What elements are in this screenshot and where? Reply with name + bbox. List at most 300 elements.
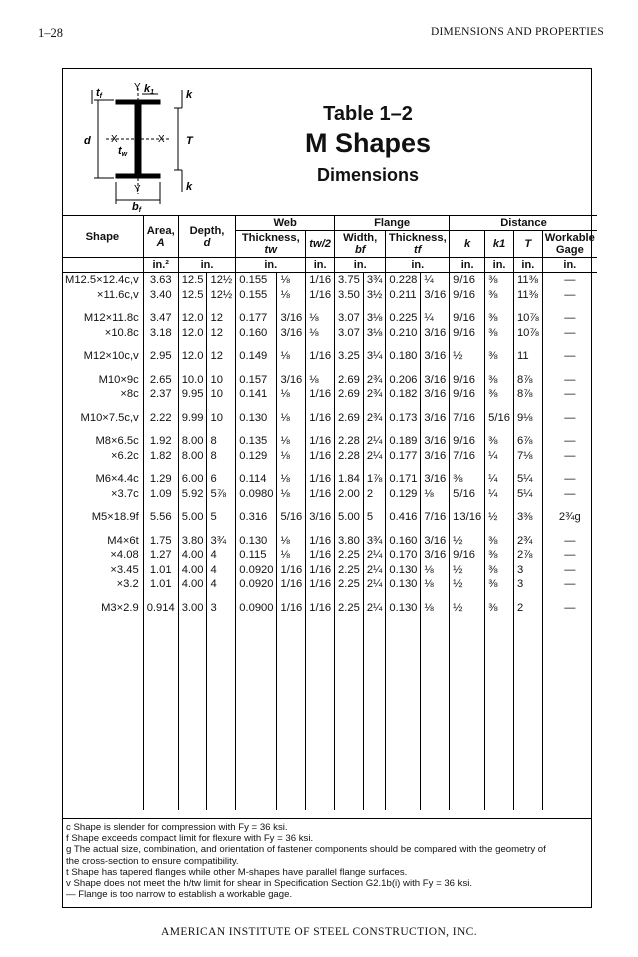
cell-flange-thickness-decimal: 0.129	[386, 487, 421, 502]
cell-shape: M12×11.8c	[62, 311, 143, 326]
spacer-cell	[335, 302, 364, 311]
cell-area: 2.95	[143, 349, 178, 364]
cell-k: 9/16	[450, 326, 485, 341]
spacer-cell	[513, 525, 542, 534]
unit-k: in.	[450, 258, 485, 273]
cell-area: 1.29	[143, 472, 178, 487]
cell-web-thickness-fraction: ⅛	[277, 487, 306, 502]
cell-shape: ×6.2c	[62, 449, 143, 464]
row-spacer	[62, 463, 597, 472]
filler-cell	[485, 615, 514, 810]
spacer-cell	[143, 402, 178, 411]
cell-flange-thickness-decimal: 0.170	[386, 548, 421, 563]
spacer-cell	[277, 501, 306, 510]
cell-k: 9/16	[450, 548, 485, 563]
tf-label: tf	[96, 87, 103, 100]
spacer-cell	[277, 302, 306, 311]
cell-k: ⅜	[450, 472, 485, 487]
cell-k1: ⅜	[485, 311, 514, 326]
spacer-cell	[143, 302, 178, 311]
cell-web-thickness-decimal: 0.0900	[236, 601, 277, 616]
col-k1: k1	[485, 231, 514, 258]
cell-depth-decimal: 3.80	[178, 534, 207, 549]
cell-flange-width-fraction: 2¾	[363, 411, 386, 426]
cell-shape: M8×6.5c	[62, 434, 143, 449]
footnote-c: c Shape is slender for compression with Fy = 36 ksi.	[66, 822, 288, 833]
cell-area: 1.82	[143, 449, 178, 464]
footnote-g-cont: the cross-section to ensure compatibility.	[66, 855, 239, 867]
cell-shape: ×10.8c	[62, 326, 143, 341]
col-flange-width: Width, bf	[335, 231, 386, 258]
cell-k: 9/16	[450, 288, 485, 303]
spacer-cell	[386, 463, 421, 472]
spacer-cell	[335, 592, 364, 601]
cell-shape: M10×9c	[62, 373, 143, 388]
spacer-cell	[421, 402, 450, 411]
spacer-cell	[386, 425, 421, 434]
cell-workable-gage: —	[564, 326, 576, 339]
footnotes	[66, 822, 586, 900]
cell-flange-width-decimal: 3.75	[335, 273, 364, 288]
spacer-cell	[236, 340, 277, 349]
cell-flange-width-fraction: 2¼	[363, 563, 386, 578]
col-group-web: Web	[236, 216, 335, 231]
table-row	[62, 387, 597, 402]
cell-depth-decimal: 9.95	[178, 387, 207, 402]
cell-depth-decimal: 8.00	[178, 434, 207, 449]
cell-flange-thickness-decimal: 0.211	[386, 288, 421, 303]
spacer-cell	[485, 525, 514, 534]
cell-t: 3	[513, 577, 542, 592]
x-axis-right-label: X	[158, 134, 165, 145]
cell-workable-gage: —	[564, 549, 576, 561]
cell-web-half-thickness: 1/16	[306, 472, 335, 487]
cell-workable-gage: —	[564, 288, 576, 301]
cell-k: 5/16	[450, 487, 485, 502]
cell-k: ½	[450, 563, 485, 578]
cell-area: 3.47	[143, 311, 178, 326]
spacer-cell	[143, 463, 178, 472]
spacer-cell	[513, 302, 542, 311]
cell-shape: ×3.7c	[62, 487, 143, 502]
spacer-cell	[450, 525, 485, 534]
filler-cell	[178, 615, 207, 810]
spacer-cell	[143, 425, 178, 434]
cell-flange-width-decimal: 2.00	[335, 487, 364, 502]
spacer-cell	[207, 402, 236, 411]
spacer-cell	[207, 501, 236, 510]
cell-web-thickness-decimal: 0.177	[236, 311, 277, 326]
cell-k1: ¼	[485, 472, 514, 487]
cell-flange-width-decimal: 3.25	[335, 349, 364, 364]
cell-k1: ⅜	[485, 326, 514, 341]
footnote-dash: — Flange is too narrow to establish a workable gage.	[66, 889, 293, 901]
cell-flange-width-decimal: 5.00	[335, 510, 364, 525]
spacer-cell	[542, 592, 597, 601]
cell-web-thickness-decimal: 0.155	[236, 288, 277, 303]
k1-label: k1	[144, 83, 155, 96]
title-block	[218, 95, 518, 186]
spacer-cell	[485, 463, 514, 472]
cell-flange-width-fraction: 3¼	[363, 349, 386, 364]
cell-flange-width-fraction: 2¼	[363, 577, 386, 592]
cell-shape: ×3.45	[62, 563, 143, 578]
cell-shape: ×4.08	[62, 548, 143, 563]
spacer-cell	[277, 364, 306, 373]
spacer-cell	[450, 425, 485, 434]
spacer-cell	[421, 463, 450, 472]
spacer-cell	[386, 340, 421, 349]
cell-k1: ⅜	[485, 548, 514, 563]
cell-area: 1.27	[143, 548, 178, 563]
spacer-cell	[363, 340, 386, 349]
spacer-cell	[306, 592, 335, 601]
spacer-cell	[386, 525, 421, 534]
cell-depth-fraction: 12	[207, 349, 236, 364]
spacer-cell	[207, 425, 236, 434]
cell-flange-width-decimal: 3.07	[335, 326, 364, 341]
filler-cell	[386, 615, 421, 810]
cell-workable-gage: —	[564, 312, 576, 324]
spacer-cell	[386, 302, 421, 311]
cell-flange-thickness-fraction: 3/16	[421, 411, 450, 426]
m-shape-cross-section-diagram	[78, 82, 218, 212]
cell-web-thickness-decimal: 0.0920	[236, 577, 277, 592]
cell-depth-fraction: 12½	[207, 273, 236, 288]
spacer-cell	[335, 340, 364, 349]
cell-workable-gage: —	[564, 449, 576, 462]
spacer-cell	[363, 525, 386, 534]
row-spacer	[62, 302, 597, 311]
cell-flange-thickness-fraction: 3/16	[421, 434, 450, 449]
spacer-cell	[335, 364, 364, 373]
cell-flange-thickness-fraction: 7/16	[421, 510, 450, 525]
spacer-cell	[306, 525, 335, 534]
cell-flange-thickness-decimal: 0.189	[386, 434, 421, 449]
col-group-flange: Flange	[335, 216, 450, 231]
cell-t: 2	[513, 601, 542, 616]
cell-k1: 5/16	[485, 411, 514, 426]
cell-depth-decimal: 4.00	[178, 548, 207, 563]
spacer-cell	[335, 402, 364, 411]
cell-flange-thickness-fraction: ⅛	[421, 577, 450, 592]
spacer-cell	[236, 402, 277, 411]
spacer-cell	[277, 402, 306, 411]
cell-t: 7⅛	[513, 449, 542, 464]
spacer-cell	[306, 463, 335, 472]
cell-flange-width-decimal: 3.50	[335, 288, 364, 303]
cell-shape: M12.5×12.4c,v	[62, 273, 143, 288]
spacer-cell	[62, 463, 143, 472]
cell-web-thickness-fraction: 3/16	[277, 311, 306, 326]
cell-flange-width-decimal: 2.25	[335, 601, 364, 616]
cell-k: 9/16	[450, 273, 485, 288]
spacer-cell	[306, 402, 335, 411]
cell-flange-thickness-decimal: 0.160	[386, 534, 421, 549]
cell-web-half-thickness: 1/16	[306, 601, 335, 616]
spacer-cell	[62, 501, 143, 510]
cell-k: 9/16	[450, 387, 485, 402]
cell-t: 8⅞	[513, 387, 542, 402]
cell-flange-thickness-decimal: 0.130	[386, 563, 421, 578]
cell-k1: ⅜	[485, 387, 514, 402]
col-k: k	[450, 231, 485, 258]
spacer-cell	[485, 302, 514, 311]
table-row	[62, 577, 597, 592]
cell-workable-gage: —	[564, 563, 576, 576]
filler-cell	[363, 615, 386, 810]
cell-flange-thickness-decimal: 0.180	[386, 349, 421, 364]
cell-k: 9/16	[450, 434, 485, 449]
cell-depth-fraction: 10	[207, 373, 236, 388]
cell-k1: ⅜	[485, 434, 514, 449]
m-shape-figure	[78, 82, 218, 212]
spacer-cell	[485, 402, 514, 411]
spacer-cell	[421, 501, 450, 510]
spacer-cell	[62, 592, 143, 601]
footnote-v: v Shape does not meet the h/tw limit for shear in Specification Section G2.1b(i) with Fy = 36 ksi.	[66, 878, 473, 890]
table-row	[62, 472, 597, 487]
spacer-cell	[178, 364, 207, 373]
row-spacer	[62, 501, 597, 510]
cell-web-half-thickness: 1/16	[306, 273, 335, 288]
spacer-cell	[542, 402, 597, 411]
spacer-cell	[62, 364, 143, 373]
cell-depth-fraction: 3	[207, 601, 236, 616]
cell-web-half-thickness: 1/16	[306, 548, 335, 563]
spacer-cell	[277, 425, 306, 434]
cell-web-half-thickness: 1/16	[306, 387, 335, 402]
table-number: Table 1–2	[323, 103, 413, 125]
cell-flange-thickness-decimal: 0.177	[386, 449, 421, 464]
cell-depth-decimal: 12.5	[178, 273, 207, 288]
cell-t: 5¼	[513, 487, 542, 502]
cell-flange-width-fraction: 2	[363, 487, 386, 502]
spacer-cell	[542, 302, 597, 311]
cell-t: 10⅞	[513, 326, 542, 341]
spacer-cell	[450, 592, 485, 601]
spacer-cell	[335, 463, 364, 472]
cell-web-thickness-fraction: 1/16	[277, 601, 306, 616]
cell-depth-fraction: 4	[207, 548, 236, 563]
spacer-cell	[236, 501, 277, 510]
spacer-cell	[485, 501, 514, 510]
spacer-cell	[178, 592, 207, 601]
spacer-cell	[542, 463, 597, 472]
spacer-cell	[363, 364, 386, 373]
cell-web-half-thickness: 1/16	[306, 349, 335, 364]
table-row	[62, 434, 597, 449]
spacer-cell	[62, 402, 143, 411]
unit-web-half: in.	[306, 258, 335, 273]
filler-cell	[306, 615, 335, 810]
spacer-cell	[450, 402, 485, 411]
spacer-cell	[277, 592, 306, 601]
col-web-thickness: Thickness, tw	[236, 231, 306, 258]
cell-flange-thickness-fraction: 3/16	[421, 288, 450, 303]
row-spacer	[62, 364, 597, 373]
cell-depth-fraction: 8	[207, 434, 236, 449]
cell-flange-width-fraction: 3⅛	[363, 311, 386, 326]
m-shapes-table	[62, 215, 597, 810]
spacer-cell	[335, 425, 364, 434]
cell-area: 3.40	[143, 288, 178, 303]
spacer-cell	[485, 364, 514, 373]
row-spacer	[62, 425, 597, 434]
cell-workable-gage: —	[564, 435, 576, 447]
k-bottom-label: k	[186, 181, 193, 193]
spacer-cell	[178, 302, 207, 311]
cell-depth-decimal: 12.0	[178, 326, 207, 341]
spacer-cell	[363, 302, 386, 311]
spacer-cell	[178, 425, 207, 434]
cell-flange-thickness-fraction: 3/16	[421, 373, 450, 388]
cell-k: 9/16	[450, 373, 485, 388]
cell-depth-fraction: 4	[207, 563, 236, 578]
unit-k1: in.	[485, 258, 514, 273]
spacer-cell	[143, 501, 178, 510]
cell-depth-fraction: 8	[207, 449, 236, 464]
cell-web-half-thickness: ⅛	[306, 311, 335, 326]
spacer-cell	[386, 501, 421, 510]
spacer-cell	[386, 592, 421, 601]
cell-area: 5.56	[143, 510, 178, 525]
spacer-cell	[485, 340, 514, 349]
cell-k1: ⅜	[485, 563, 514, 578]
cell-web-thickness-fraction: ⅛	[277, 548, 306, 563]
cell-depth-decimal: 4.00	[178, 563, 207, 578]
cell-flange-thickness-decimal: 0.130	[386, 601, 421, 616]
spacer-cell	[143, 525, 178, 534]
cell-t: 3⅜	[513, 510, 542, 525]
col-shape: Shape	[62, 216, 143, 258]
cell-t: 9⅛	[513, 411, 542, 426]
cell-depth-decimal: 10.0	[178, 373, 207, 388]
cell-flange-width-decimal: 2.25	[335, 548, 364, 563]
cell-flange-width-fraction: 2¼	[363, 434, 386, 449]
cell-workable-gage: —	[564, 578, 576, 590]
cell-workable-gage: —	[564, 601, 576, 614]
cell-flange-thickness-decimal: 0.416	[386, 510, 421, 525]
row-spacer	[62, 340, 597, 349]
filler-cell	[143, 615, 178, 810]
cell-depth-decimal: 9.99	[178, 411, 207, 426]
cell-web-thickness-decimal: 0.115	[236, 548, 277, 563]
cell-k1: ⅜	[485, 577, 514, 592]
table-row	[62, 510, 597, 525]
cell-workable-gage: —	[564, 411, 576, 424]
spacer-cell	[485, 425, 514, 434]
tw-label: tw	[118, 145, 128, 158]
spacer-cell	[363, 463, 386, 472]
spacer-cell	[306, 340, 335, 349]
cell-flange-thickness-fraction: ⅛	[421, 487, 450, 502]
cell-shape: M10×7.5c,v	[62, 411, 143, 426]
cell-web-half-thickness: ⅛	[306, 326, 335, 341]
cell-flange-width-decimal: 2.25	[335, 577, 364, 592]
spacer-cell	[207, 364, 236, 373]
col-group-distance: Distance	[450, 216, 597, 231]
table-row	[62, 563, 597, 578]
cell-web-thickness-fraction: ⅛	[277, 349, 306, 364]
row-filler	[62, 615, 597, 810]
row-spacer	[62, 402, 597, 411]
cell-web-half-thickness: 1/16	[306, 534, 335, 549]
cell-k1: ⅜	[485, 601, 514, 616]
cell-flange-thickness-fraction: ⅛	[421, 563, 450, 578]
cell-depth-decimal: 6.00	[178, 472, 207, 487]
spacer-cell	[236, 463, 277, 472]
table-row	[62, 534, 597, 549]
cell-flange-thickness-decimal: 0.210	[386, 326, 421, 341]
cell-flange-width-decimal: 2.28	[335, 449, 364, 464]
cell-flange-thickness-fraction: 3/16	[421, 387, 450, 402]
filler-cell	[542, 615, 597, 810]
spacer-cell	[143, 592, 178, 601]
cell-web-thickness-fraction: ⅛	[277, 387, 306, 402]
cell-k: 13/16	[450, 510, 485, 525]
cell-area: 1.75	[143, 534, 178, 549]
spacer-cell	[178, 463, 207, 472]
cell-depth-decimal: 12.0	[178, 349, 207, 364]
cell-flange-width-decimal: 3.80	[335, 534, 364, 549]
spacer-cell	[62, 425, 143, 434]
cell-k: 9/16	[450, 311, 485, 326]
cell-web-half-thickness: 1/16	[306, 288, 335, 303]
spacer-cell	[513, 463, 542, 472]
spacer-cell	[277, 340, 306, 349]
spacer-cell	[335, 525, 364, 534]
footnote-f: f Shape exceeds compact limit for flexure with Fy = 36 ksi.	[66, 833, 314, 845]
spacer-cell	[306, 302, 335, 311]
cell-k1: ⅜	[485, 288, 514, 303]
col-web-half: tw/2	[306, 231, 335, 258]
cell-workable-gage: —	[564, 274, 576, 286]
cell-shape: M4×6t	[62, 534, 143, 549]
unit-depth: in.	[178, 258, 236, 273]
spacer-cell	[62, 302, 143, 311]
cell-area: 2.37	[143, 387, 178, 402]
spacer-cell	[363, 592, 386, 601]
spacer-cell	[143, 364, 178, 373]
cell-flange-thickness-decimal: 0.228	[386, 273, 421, 288]
table-row	[62, 411, 597, 426]
cell-area: 2.22	[143, 411, 178, 426]
cell-flange-thickness-decimal: 0.173	[386, 411, 421, 426]
cell-t: 3	[513, 563, 542, 578]
spacer-cell	[207, 525, 236, 534]
spacer-cell	[363, 425, 386, 434]
filler-cell	[62, 615, 143, 810]
cell-web-half-thickness: ⅛	[306, 373, 335, 388]
cell-web-thickness-fraction: ⅛	[277, 434, 306, 449]
cell-web-thickness-decimal: 0.160	[236, 326, 277, 341]
spacer-cell	[542, 340, 597, 349]
cell-flange-thickness-fraction: 3/16	[421, 449, 450, 464]
cell-t: 11	[513, 349, 542, 364]
col-workable-gage: Workable Gage	[542, 231, 597, 258]
cell-t: 8⅞	[513, 373, 542, 388]
spacer-cell	[207, 340, 236, 349]
cell-depth-fraction: 4	[207, 577, 236, 592]
cell-k1: ½	[485, 510, 514, 525]
spacer-cell	[542, 525, 597, 534]
cell-web-half-thickness: 1/16	[306, 487, 335, 502]
cell-depth-fraction: 12	[207, 311, 236, 326]
publisher-footer: AMERICAN INSTITUTE OF STEEL CONSTRUCTION, INC.	[160, 926, 477, 938]
cell-flange-thickness-fraction: 3/16	[421, 548, 450, 563]
cell-t: 2⅞	[513, 548, 542, 563]
